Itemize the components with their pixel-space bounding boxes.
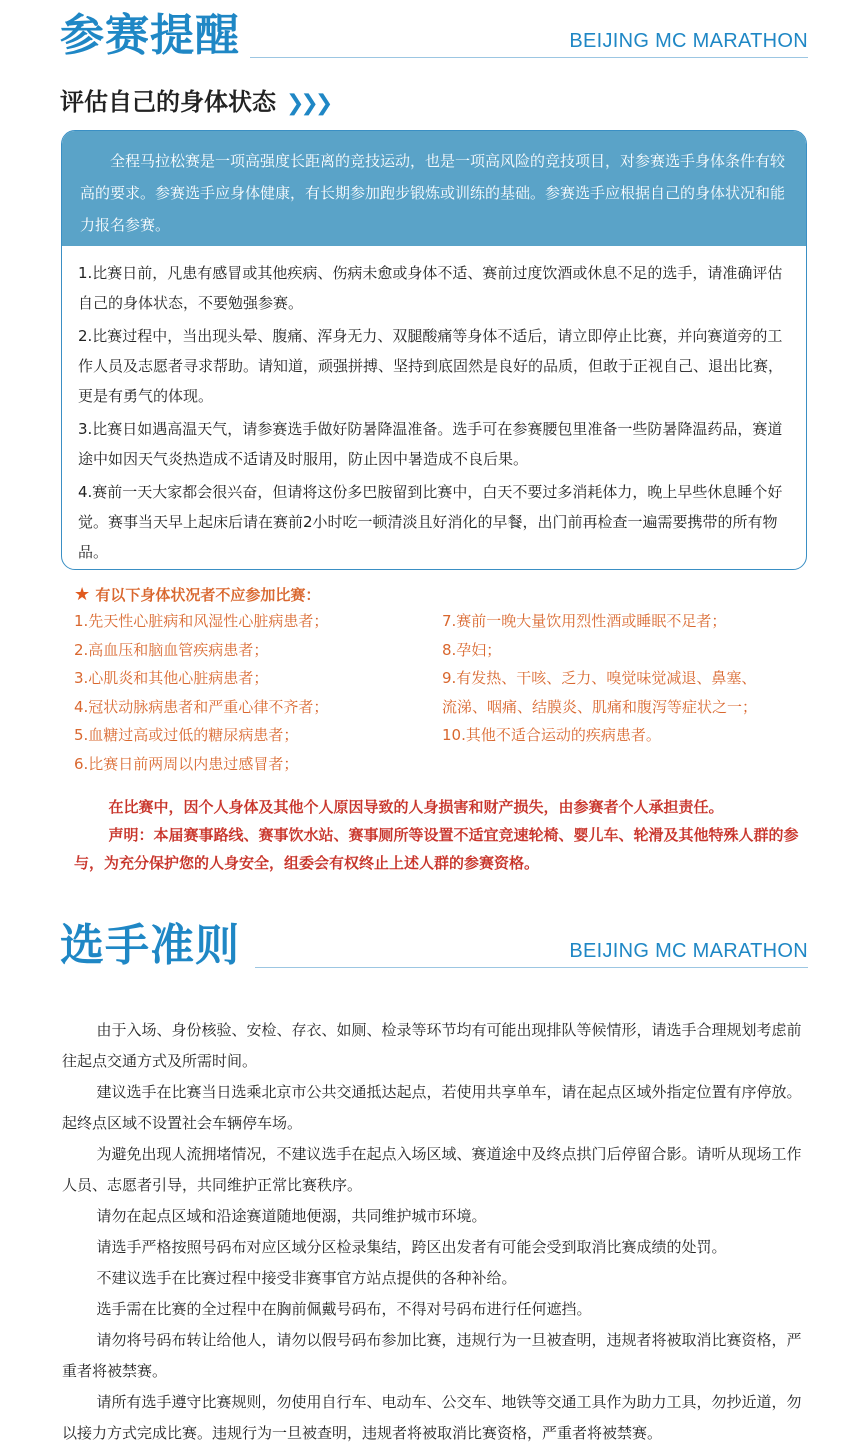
- double-chevron-right-icon: ❯❯❯: [286, 91, 330, 116]
- body-status-card: [61, 130, 807, 570]
- warning-title: [74, 583, 814, 607]
- section1-brand: BEIJING MC MARATHON: [569, 30, 808, 52]
- warning-item: 10.其他不适合运动的疾病患者。: [442, 726, 661, 744]
- warning-item: 2.高血压和脑血管疾病患者；: [74, 640, 269, 659]
- warning-item: 9.有发热、干咳、乏力、嗅觉味觉减退、鼻塞、: [442, 669, 757, 687]
- section2-brand: BEIJING MC MARATHON: [569, 940, 808, 962]
- warning-item: 6.比赛日前两周以内患过感冒者；: [74, 754, 299, 773]
- warning-item: 流涕、咽痛、结膜炎、肌痛和腹泻等症状之一；: [442, 697, 758, 716]
- section1-title: 参赛提醒: [60, 10, 240, 61]
- section1-subtitle: [60, 82, 329, 117]
- liability-notice: [74, 793, 819, 877]
- rule-paragraph: 为避免出现人流拥堵情况，不建议选手在起点入场区域、赛道途中及终点拱门后停留合影。请听从现场工作人员、志愿者引导，共同维护正常比赛秩序。: [62, 1145, 802, 1194]
- warning-title-text: 有以下身体状况者不应参加比赛：: [95, 586, 321, 604]
- section2-title: 选手准则: [60, 920, 240, 971]
- notice-line2: 声明：本届赛事路线、赛事饮水站、赛事厕所等设置不适宜竞速轮椅、婴儿车、轮滑及其他特殊人群的参与，为充分保护您的人身安全，组委会有权终止上述人群的参赛资格。: [74, 826, 799, 872]
- warning-right-column: [442, 607, 757, 750]
- section1-divider: [250, 57, 808, 58]
- warning-item: 1.先天性心脏病和风湿性心脏病患者；: [74, 612, 329, 630]
- warning-item: 8.孕妇；: [442, 640, 502, 659]
- notice-line1: 在比赛中，因个人身体及其他个人原因导致的人身损害和财产损失，由参赛者个人承担责任。: [108, 798, 724, 816]
- section2-divider: [255, 967, 808, 968]
- star-icon: ★: [74, 584, 91, 605]
- warning-item: 3.心肌炎和其他心脏病患者；: [74, 669, 269, 687]
- card-item: 2.比赛过程中，当出现头晕、腹痛、浑身无力、双腿酸痛等身体不适后，请立即停止比赛，并向赛道旁的工作人员及志愿者寻求帮助。请知道，顽强拼搏、坚持到底固然是良好的品质，但敢于正视自己、退出比赛，更是有勇气的体现。: [78, 327, 784, 405]
- health-warning: [74, 583, 814, 773]
- player-rules: [62, 1015, 812, 1449]
- card-item: 1.比赛日前，凡患有感冒或其他疾病、伤病未愈或身体不适、赛前过度饮酒或休息不足的选手，请准确评估自己的身体状态，不要勉强参赛。: [78, 264, 783, 312]
- rule-paragraph: 由于入场、身份核验、安检、存衣、如厕、检录等环节均有可能出现排队等候情形，请选手合理规划考虑前往起点交通方式及所需时间。: [62, 1021, 802, 1070]
- rule-paragraph: 请选手严格按照号码布对应区域分区检录集结，跨区出发者有可能会受到取消比赛成绩的处罚。: [96, 1238, 727, 1256]
- rule-paragraph: 建议选手在比赛当日选乘北京市公共交通抵达起点，若使用共享单车，请在起点区域外指定位置有序停放。起终点区域不设置社会车辆停车场。: [62, 1083, 802, 1132]
- section1-header: [60, 12, 808, 62]
- warning-left-column: [74, 607, 328, 778]
- rule-paragraph: 请勿将号码布转让给他人，请勿以假号码布参加比赛，违规行为一旦被查明，违规者将被取消比赛资格，严重者将被禁赛。: [62, 1331, 802, 1380]
- warning-item: 4.冠状动脉病患者和严重心律不齐者；: [74, 697, 329, 716]
- subtitle-text: 评估自己的身体状态: [60, 88, 276, 116]
- rule-paragraph: 请勿在起点区域和沿途赛道随地便溺，共同维护城市环境。: [96, 1207, 487, 1225]
- card-intro: [62, 131, 806, 246]
- card-items: [62, 246, 806, 567]
- card-item: 4.赛前一天大家都会很兴奋，但请将这份多巴胺留到比赛中，白天不要过多消耗体力，晚上早些休息睡个好觉。赛事当天早上起床后请在赛前2小时吃一顿清淡且好消化的早餐，出门前再检查一遍需要携带的所有物品。: [78, 483, 783, 561]
- rule-paragraph: 选手需在比赛的全过程中在胸前佩戴号码布，不得对号码布进行任何遮挡。: [96, 1300, 592, 1318]
- section2-header: [60, 922, 808, 972]
- rule-paragraph: 不建议选手在比赛过程中接受非赛事官方站点提供的各种补给。: [96, 1269, 517, 1287]
- rule-paragraph: 请所有选手遵守比赛规则，勿使用自行车、电动车、公交车、地铁等交通工具作为助力工具，勿抄近道，勿以接力方式完成比赛。违规行为一旦被查明，违规者将被取消比赛资格，严重者将被禁赛。: [62, 1393, 802, 1442]
- warning-item: 7.赛前一晚大量饮用烈性酒或睡眠不足者；: [442, 612, 727, 630]
- intro-text: 全程马拉松赛是一项高强度长距离的竞技运动，也是一项高风险的竞技项目，对参赛选手身体条件有较高的要求。参赛选手应身体健康，有长期参加跑步锻炼或训练的基础。参赛选手应根据自己的身体状况和能力报名参赛。: [80, 152, 786, 234]
- warning-item: 5.血糖过高或过低的糖尿病患者；: [74, 726, 299, 744]
- card-item: 3.比赛日如遇高温天气，请参赛选手做好防暑降温准备。选手可在参赛腰包里准备一些防暑降温药品，赛道途中如因天气炎热造成不适请及时服用，防止因中暑造成不良后果。: [78, 420, 783, 468]
